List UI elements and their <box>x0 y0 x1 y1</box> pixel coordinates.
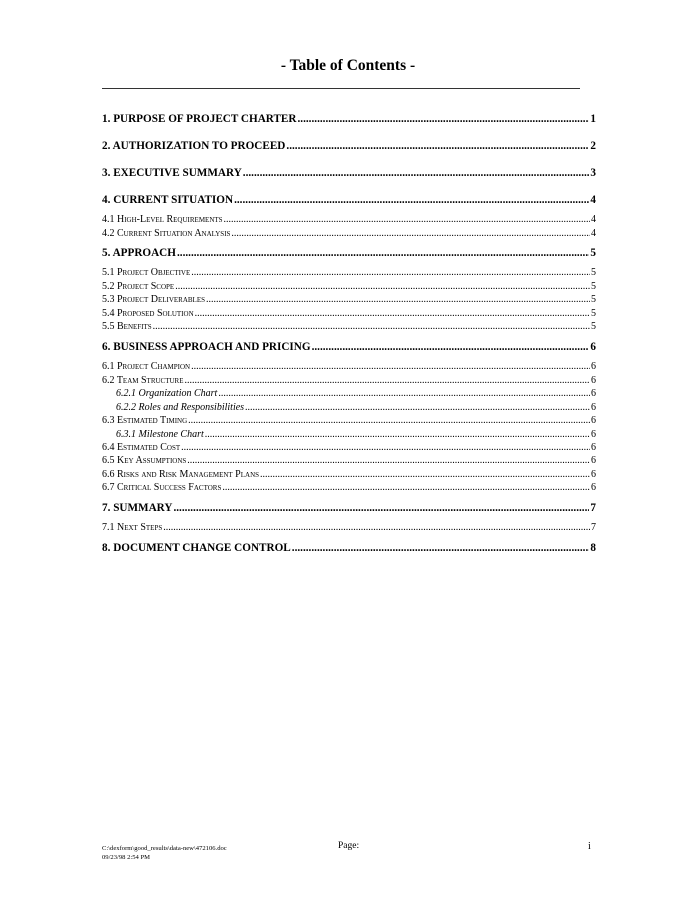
toc-entry-page: 6 <box>591 455 596 466</box>
toc-entry-page: 1 <box>590 113 596 125</box>
toc-entry-page: 6 <box>591 469 596 480</box>
toc-entry-page: 8 <box>590 542 596 554</box>
toc-entry-label: 4. CURRENT SITUATION <box>102 194 234 206</box>
toc-entry-page: 6 <box>590 341 596 353</box>
toc-entry[interactable] <box>116 430 596 440</box>
toc-entry-label: 8. DOCUMENT CHANGE CONTROL <box>102 542 291 554</box>
dot-leader <box>224 215 590 225</box>
toc-entry-page: 3 <box>590 167 596 179</box>
toc-entry[interactable] <box>102 342 596 353</box>
toc-entry[interactable] <box>102 543 596 554</box>
dot-leader <box>286 141 589 152</box>
toc-entry-page: 6 <box>591 415 596 426</box>
toc-entry[interactable] <box>102 376 596 386</box>
dot-leader <box>175 282 590 292</box>
toc-entry[interactable] <box>102 168 596 179</box>
toc-entry-page: 6 <box>591 442 596 453</box>
dot-leader <box>222 483 590 493</box>
toc-entry-page: 5 <box>591 281 596 292</box>
toc-entry-label: 2. AUTHORIZATION TO PROCEED <box>102 140 286 152</box>
toc-entry[interactable] <box>102 141 596 152</box>
toc-entry[interactable] <box>102 523 596 533</box>
toc-entry-label: 6.2.2 Roles and Responsibilities <box>116 402 245 413</box>
toc-entry-label: 5.2 Project Scope <box>102 281 175 292</box>
toc-entry-page: 5 <box>591 321 596 332</box>
page-title: - Table of Contents - <box>280 57 416 74</box>
dot-leader <box>191 362 590 372</box>
toc-entry[interactable] <box>102 309 596 319</box>
toc-entry-label: 3. EXECUTIVE SUMMARY <box>102 167 242 179</box>
toc-entry-page: 6 <box>591 361 596 372</box>
toc-entry[interactable] <box>102 268 596 278</box>
toc-entry[interactable] <box>102 114 596 125</box>
toc-entry-label: 7.1 Next Steps <box>102 522 163 533</box>
dot-leader <box>185 376 591 386</box>
toc-entry-label: 5.5 Benefits <box>102 321 152 332</box>
toc-entry[interactable] <box>102 443 596 453</box>
toc-entry[interactable] <box>102 362 596 372</box>
toc-entry-label: 5. APPROACH <box>102 247 176 259</box>
toc-entry-label: 6.2.1 Organization Chart <box>116 388 218 399</box>
toc-entry[interactable] <box>102 416 596 426</box>
dot-leader <box>163 523 590 533</box>
toc-entry-page: 5 <box>591 308 596 319</box>
dot-leader <box>153 322 590 332</box>
dot-leader <box>187 456 590 466</box>
toc-entry-page: 6 <box>591 375 596 386</box>
dot-leader <box>292 543 590 554</box>
dot-leader <box>205 430 590 440</box>
toc-entry[interactable] <box>102 215 596 225</box>
toc-entry-label: 5.3 Project Deliverables <box>102 294 206 305</box>
dot-leader <box>297 114 589 125</box>
toc-entry-label: 7. SUMMARY <box>102 502 173 514</box>
toc-entry[interactable] <box>102 282 596 292</box>
toc-entry-page: 4 <box>590 194 596 206</box>
toc-entry-label: 6.3.1 Milestone Chart <box>116 429 204 440</box>
toc-entry[interactable] <box>102 483 596 493</box>
toc-entry-page: 4 <box>591 214 596 225</box>
toc-entry-page: 7 <box>591 522 596 533</box>
toc-entry-page: 6 <box>591 402 596 413</box>
toc-entry[interactable] <box>102 229 596 239</box>
toc-entry-label: 6. BUSINESS APPROACH AND PRICING <box>102 341 311 353</box>
toc-entry[interactable] <box>102 295 596 305</box>
toc-entry[interactable] <box>102 195 596 206</box>
toc-entry-label: 6.6 Risks and Risk Management Plans <box>102 469 260 480</box>
toc-entry-label: 6.2 Team Structure <box>102 375 184 386</box>
toc-entry[interactable] <box>102 456 596 466</box>
toc-entry-label: 6.7 Critical Success Factors <box>102 482 222 493</box>
dot-leader <box>245 403 590 413</box>
toc-entry-label: 5.1 Project Objective <box>102 267 191 278</box>
toc-entry-label: 4.2 Current Situation Analysis <box>102 228 231 239</box>
toc-entry-page: 5 <box>591 294 596 305</box>
footer-file-info <box>102 844 227 862</box>
dot-leader <box>231 229 590 239</box>
dot-leader <box>218 389 590 399</box>
toc-entry-page: 6 <box>591 388 596 399</box>
dot-leader <box>260 470 590 480</box>
dot-leader <box>177 248 589 259</box>
dot-leader <box>188 416 590 426</box>
dot-leader <box>173 503 589 514</box>
toc-entry-page: 5 <box>591 267 596 278</box>
toc-entry-page: 7 <box>590 502 596 514</box>
toc-entry[interactable] <box>116 403 596 413</box>
toc-entry[interactable] <box>102 248 596 259</box>
toc-entry-page: 2 <box>590 140 596 152</box>
toc-entry[interactable] <box>102 503 596 514</box>
toc-entry-label: 6.4 Estimated Cost <box>102 442 181 453</box>
dot-leader <box>206 295 590 305</box>
title-divider <box>102 88 580 89</box>
dot-leader <box>234 195 589 206</box>
toc-entry-page: 5 <box>590 247 596 259</box>
toc-entry[interactable] <box>116 389 596 399</box>
footer-timestamp: 09/23/98 2:54 PM <box>102 854 150 861</box>
dot-leader <box>181 443 590 453</box>
toc-entry-page: 6 <box>591 482 596 493</box>
dot-leader <box>195 309 590 319</box>
toc-entry-label: 6.1 Project Champion <box>102 361 191 372</box>
toc-entry-label: 6.5 Key Assumptions <box>102 455 187 466</box>
toc-entry[interactable] <box>102 322 596 332</box>
toc-entry-label: 4.1 High-Level Requirements <box>102 214 223 225</box>
footer-file-path: C:\dexform\good_results\data-new\472106.doc <box>102 845 227 852</box>
footer-page-label: Page: <box>338 841 360 851</box>
dot-leader <box>243 168 590 179</box>
toc-entry-label: 1. PURPOSE OF PROJECT CHARTER <box>102 113 297 125</box>
dot-leader <box>312 342 590 353</box>
toc-entry-label: 6.3 Estimated Timing <box>102 415 188 426</box>
toc-entry-label: 5.4 Proposed Solution <box>102 308 194 319</box>
toc-entry-page: 6 <box>591 429 596 440</box>
toc-entry[interactable] <box>102 470 596 480</box>
dot-leader <box>191 268 590 278</box>
footer-page-number: i <box>588 841 591 852</box>
toc-entry-page: 4 <box>591 228 596 239</box>
